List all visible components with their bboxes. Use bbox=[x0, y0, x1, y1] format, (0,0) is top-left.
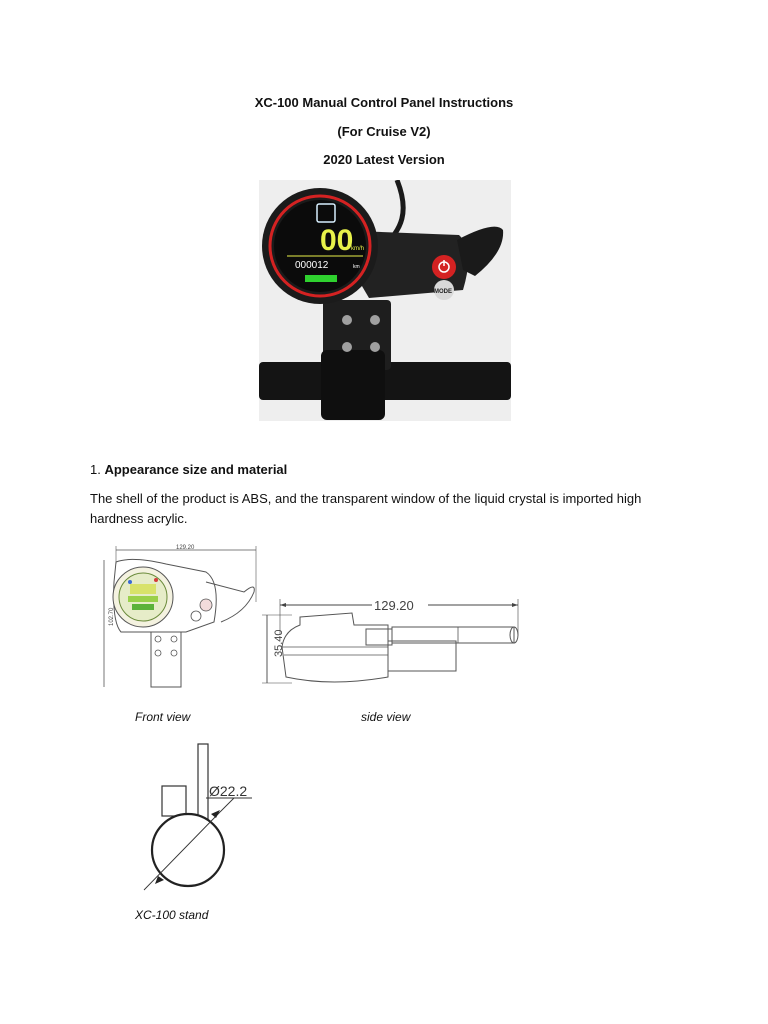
stand-diameter-dimension: Ø22.2 bbox=[209, 783, 248, 799]
front-width-dimension: 129.20 bbox=[176, 545, 195, 551]
display-odometer: 000012 bbox=[295, 260, 329, 271]
power-button bbox=[432, 255, 456, 279]
stand-caption: XC-100 stand bbox=[135, 908, 209, 922]
stand-drawing bbox=[136, 742, 262, 894]
front-view-drawing bbox=[96, 542, 262, 692]
side-height-dimension: 35.40 bbox=[273, 629, 285, 657]
product-photo bbox=[259, 180, 511, 421]
display-speed: 00 bbox=[320, 224, 354, 257]
display-unit: km/h bbox=[351, 246, 365, 252]
section-heading bbox=[90, 460, 287, 480]
display-odometer-unit: km bbox=[353, 264, 360, 270]
mode-button-label: MODE bbox=[434, 289, 452, 295]
side-length-dimension: 129.20 bbox=[374, 598, 414, 613]
document-version: 2020 Latest Version bbox=[323, 152, 445, 167]
document-title: XC-100 Manual Control Panel Instructions bbox=[254, 95, 514, 110]
section-number: 1. bbox=[90, 462, 101, 477]
front-view-caption: Front view bbox=[135, 710, 191, 724]
section-paragraph: The shell of the product is ABS, and the transparent window of the liquid crystal is imported high hardness acrylic. bbox=[90, 491, 642, 526]
side-view-drawing bbox=[262, 595, 528, 687]
front-height-dimension: 102.70 bbox=[109, 607, 115, 626]
document-subtitle: (For Cruise V2) bbox=[337, 124, 431, 139]
section-title: Appearance size and material bbox=[104, 462, 288, 477]
side-view-caption: side view bbox=[361, 710, 411, 724]
